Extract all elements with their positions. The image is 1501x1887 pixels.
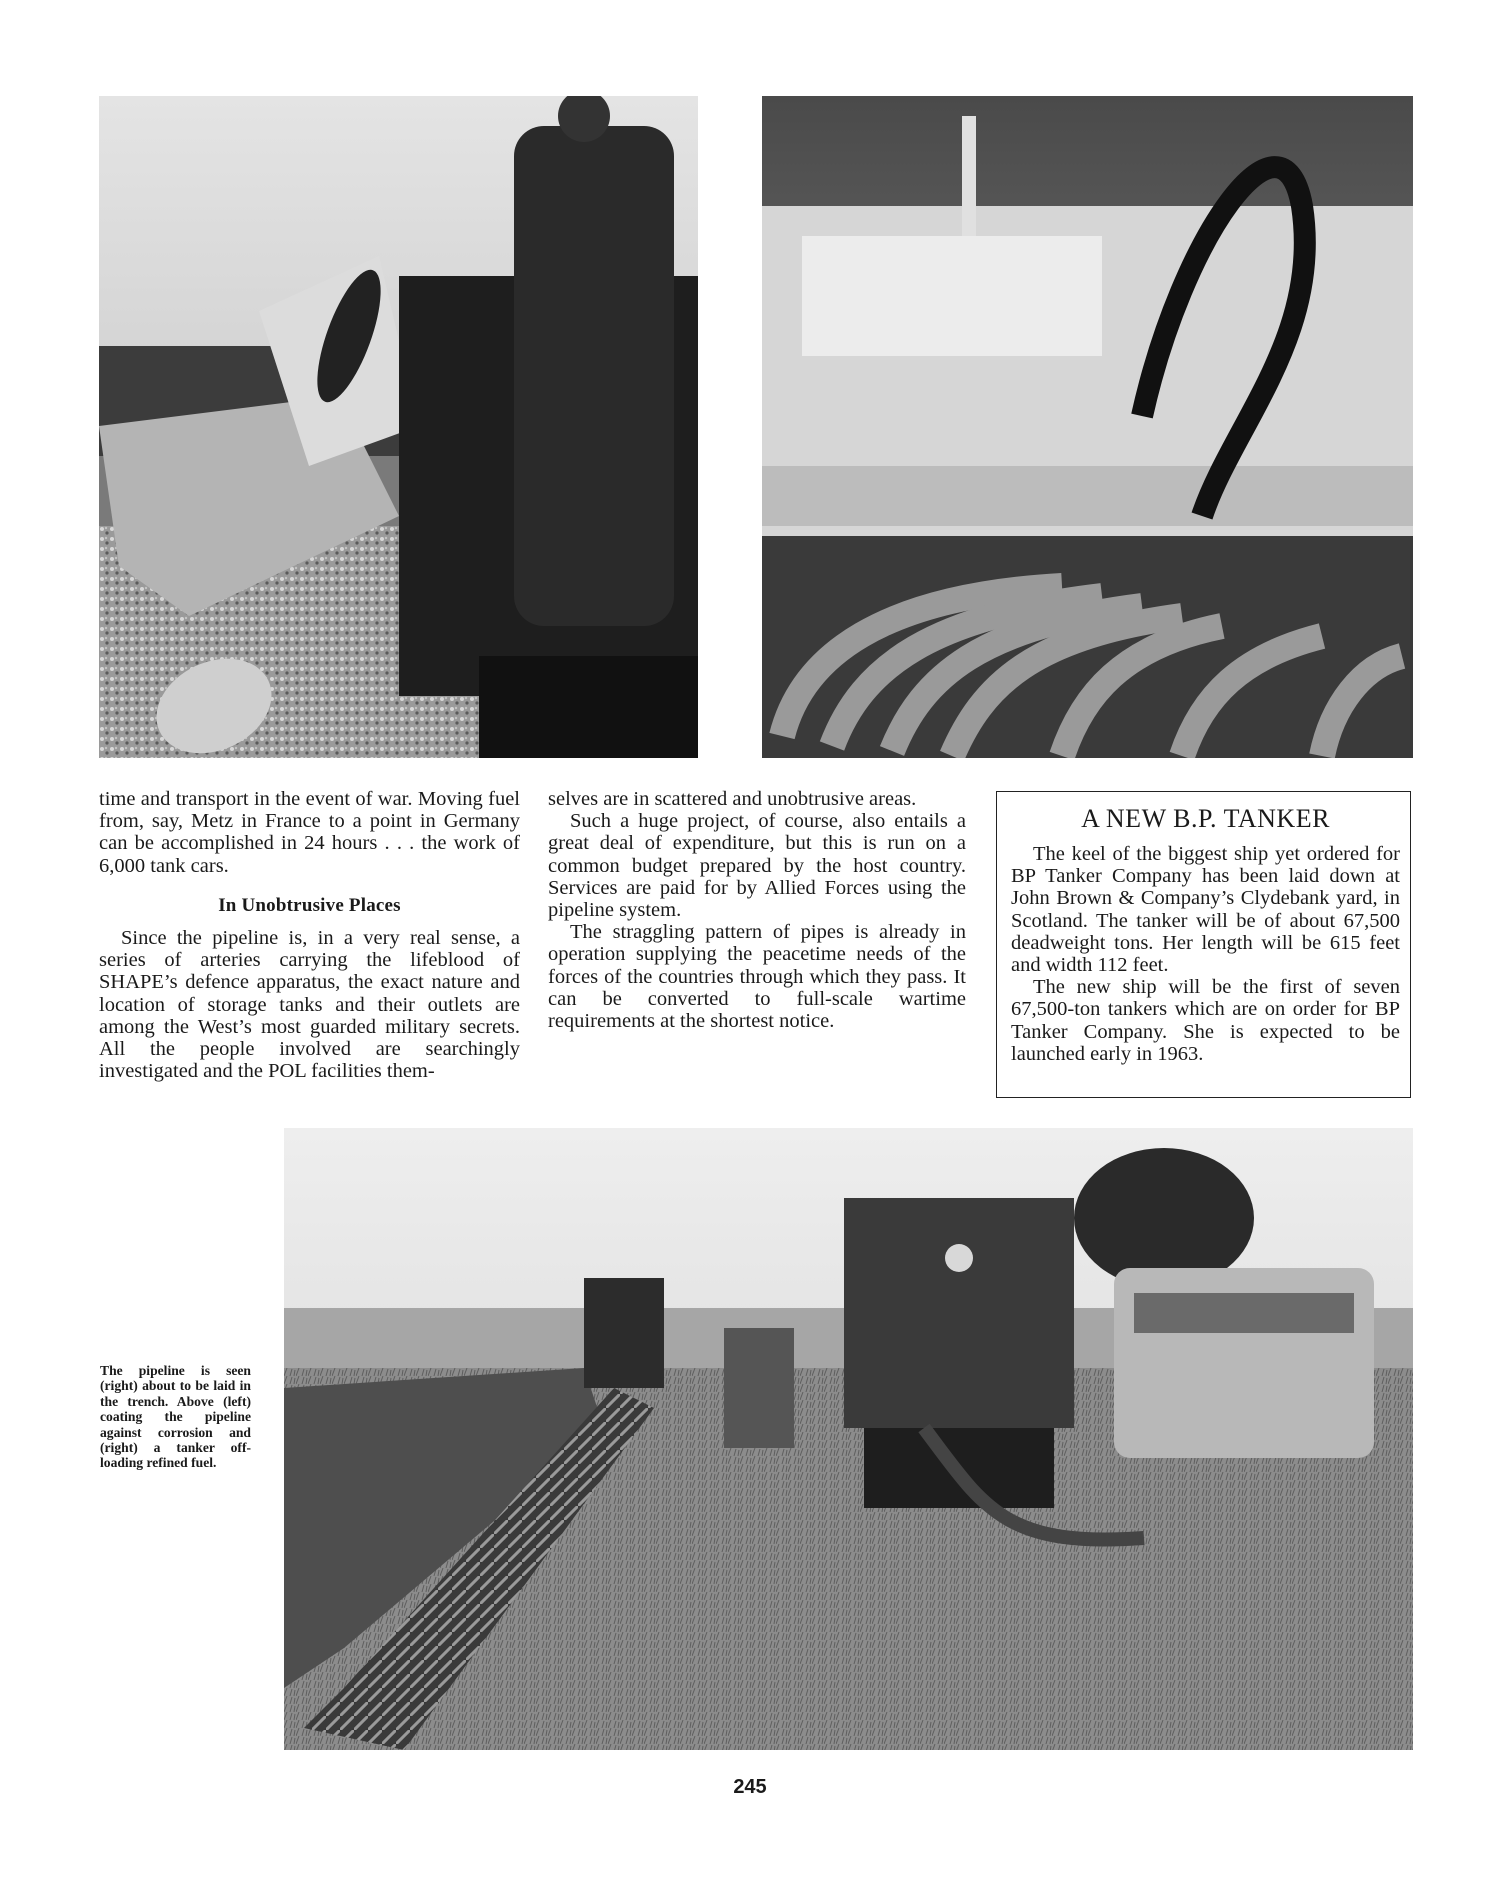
sidebar-paragraph: The new ship will be the first of seven 67,500-ton tankers which are on order for BP Tanker Company. She is expected to be launched early in 1963. [1011, 976, 1400, 1065]
sidebar-paragraph: The keel of the biggest ship yet ordered for BP Tanker Company has been laid down at John Brown & Company’s Clydebank yard, in Scotland. The tanker will be of about 67,500 deadweight tons. Her length will be 615 feet and width 112 feet. [1011, 843, 1400, 977]
article-paragraph: selves are in scattered and unobtrusive areas. [548, 788, 917, 810]
article-paragraph: The straggling pattern of pipes is already in operation supplying the peacetime needs of the forces of the countries through which they pass. It can be converted to full-scale wartime requirements at the shortest notice. [548, 921, 966, 1033]
article-paragraph: Since the pipeline is, in a very real sense, a series of arteries carrying the lifeblood of SHAPE’s defence apparatus, the exact nature and location of storage tanks and their outlets are among the West’s most guarded military secrets. All the people involved are searchingly investigated and the POL facilities them- [99, 927, 520, 1083]
article-paragraph: time and transport in the event of war. Moving fuel from, say, Metz in France to a point in Germany can be accomplished in 24 hours . . . the work of 6,000 tank cars. [99, 788, 520, 877]
photo-tanker-offloading [762, 96, 1413, 758]
section-heading: In Unobtrusive Places [218, 894, 401, 916]
page-number: 245 [733, 1776, 767, 1798]
article-paragraph: Such a huge project, of course, also entails a great deal of expenditure, but this is run on a common budget prepared by the host country. Services are paid for by Allied Forces using the pipeline system. [548, 810, 966, 922]
article-column-1 [99, 788, 520, 1082]
sidebar-box [996, 791, 1411, 1098]
photo-pipeline-trench [284, 1128, 1413, 1750]
article-column-2 [548, 788, 966, 1032]
sidebar-title: A NEW B.P. TANKER [1081, 804, 1330, 833]
photo-caption: The pipeline is seen (right) about to be laid in the trench. Above (left) coating the pipeline against corrosion and (right) a tanker off-loading refined fuel. [100, 1363, 251, 1471]
photo-pipe-coating [99, 96, 698, 758]
